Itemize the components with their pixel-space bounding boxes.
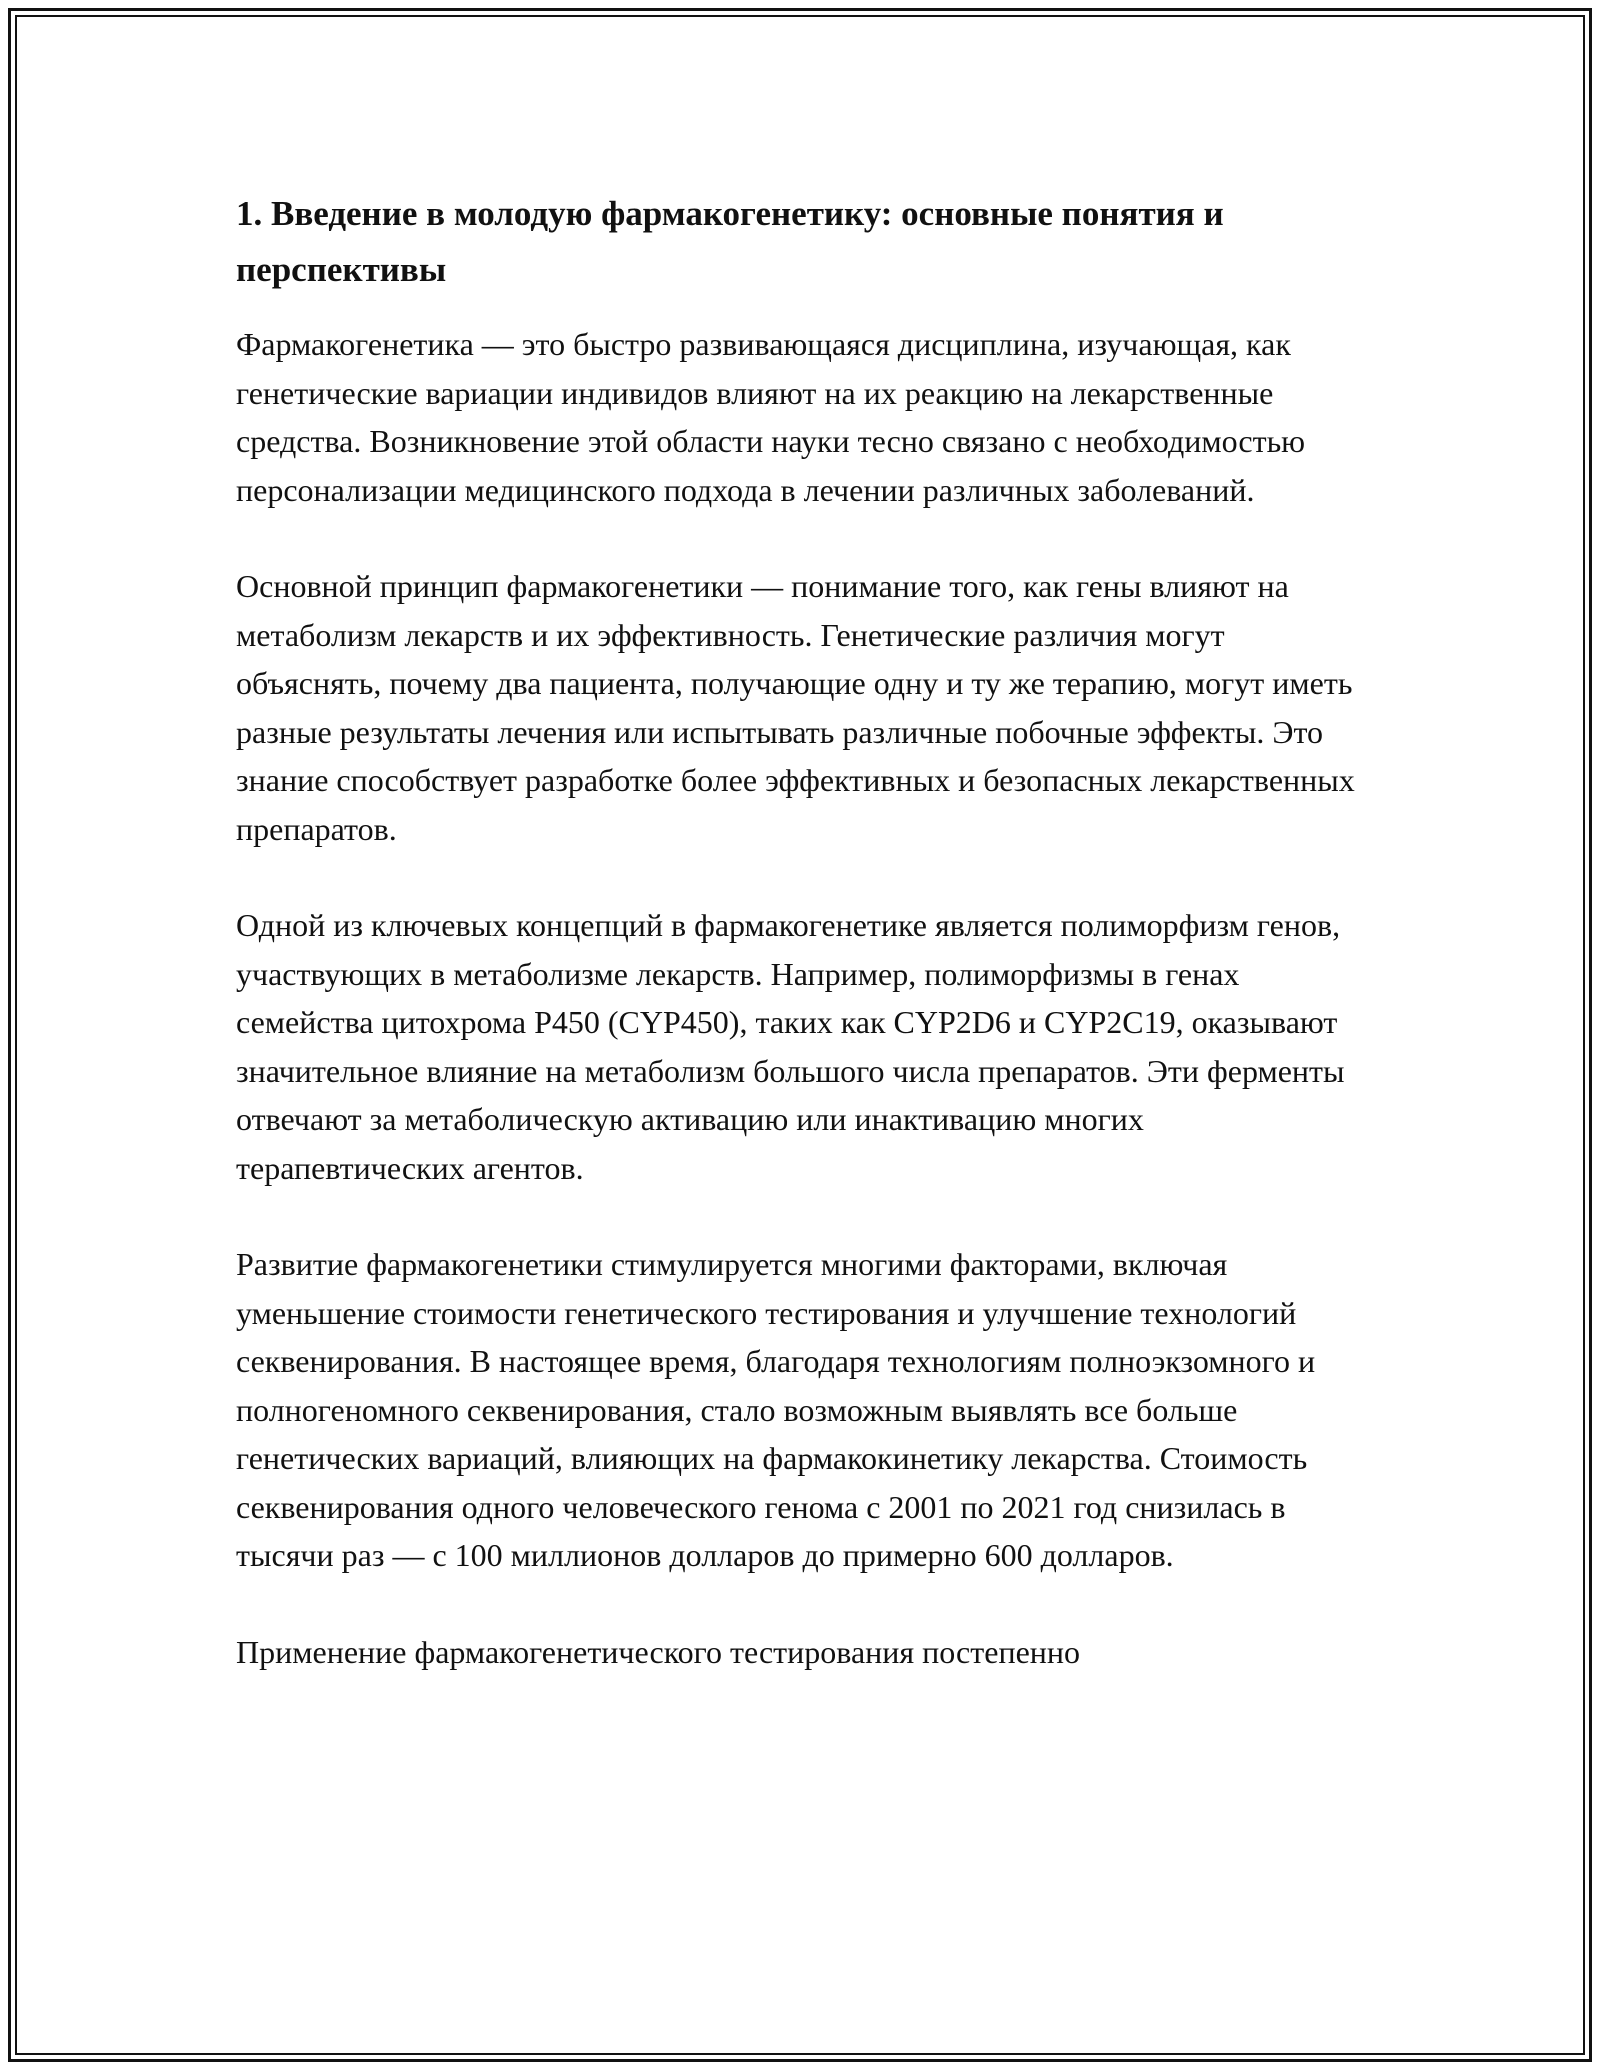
paragraph-development: Развитие фармакогенетики стимулируется многими факторами, включая уменьшение стоимости генетического тестирования и улучшение технологий секвенирования. В настоящее время, благодаря технологиям полноэкзомного и полногеномного секвенирования, стало возможным выявлять все больше генетических вариаций, влияющих на фармакокинетику лекарства. Стоимость секвенирования одного человеческого генома с 2001 по 2021 год снизилась в тысячи раз — с 100 миллионов долларов до примерно 600 долларов. (236, 1246, 1316, 1573)
paragraph-polymorphism: Одной из ключевых концепций в фармакогенетике является полиморфизм генов, участвующих в метаболизме лекарств. Например, полиморфизмы в генах семейства цитохрома P450 (CYP450), таких как CYP2D6 и CYP2C19, оказывают значительное влияние на метаболизм большого числа препаратов. Эти ферменты отвечают за метаболическую активацию или инактивацию многих терапевтических агентов. (236, 907, 1345, 1186)
paragraph-application: Применение фармакогенетического тестирования постепенно (236, 1633, 1081, 1670)
document-body (236, 186, 1368, 1676)
section-heading: 1. Введение в молодую фармакогенетику: основные понятия и перспективы (236, 194, 1224, 289)
paragraph-intro: Фармакогенетика — это быстро развивающаяся дисциплина, изучающая, как генетические вариации индивидов влияют на их реакцию на лекарственные средства. Возникновение этой области науки тесно связано с необходимостью персонализации медицинского подхода в лечении различных заболеваний. (236, 326, 1306, 508)
paragraph-principle: Основной принцип фармакогенетики — понимание того, как гены влияют на метаболизм лекарств и их эффективность. Генетические различия могут объяснять, почему два пациента, получающие одну и ту же терапию, могут иметь разные результаты лечения или испытывать различные побочные эффекты. Это знание способствует разработке более эффективных и безопасных лекарственных препаратов. (236, 568, 1355, 847)
